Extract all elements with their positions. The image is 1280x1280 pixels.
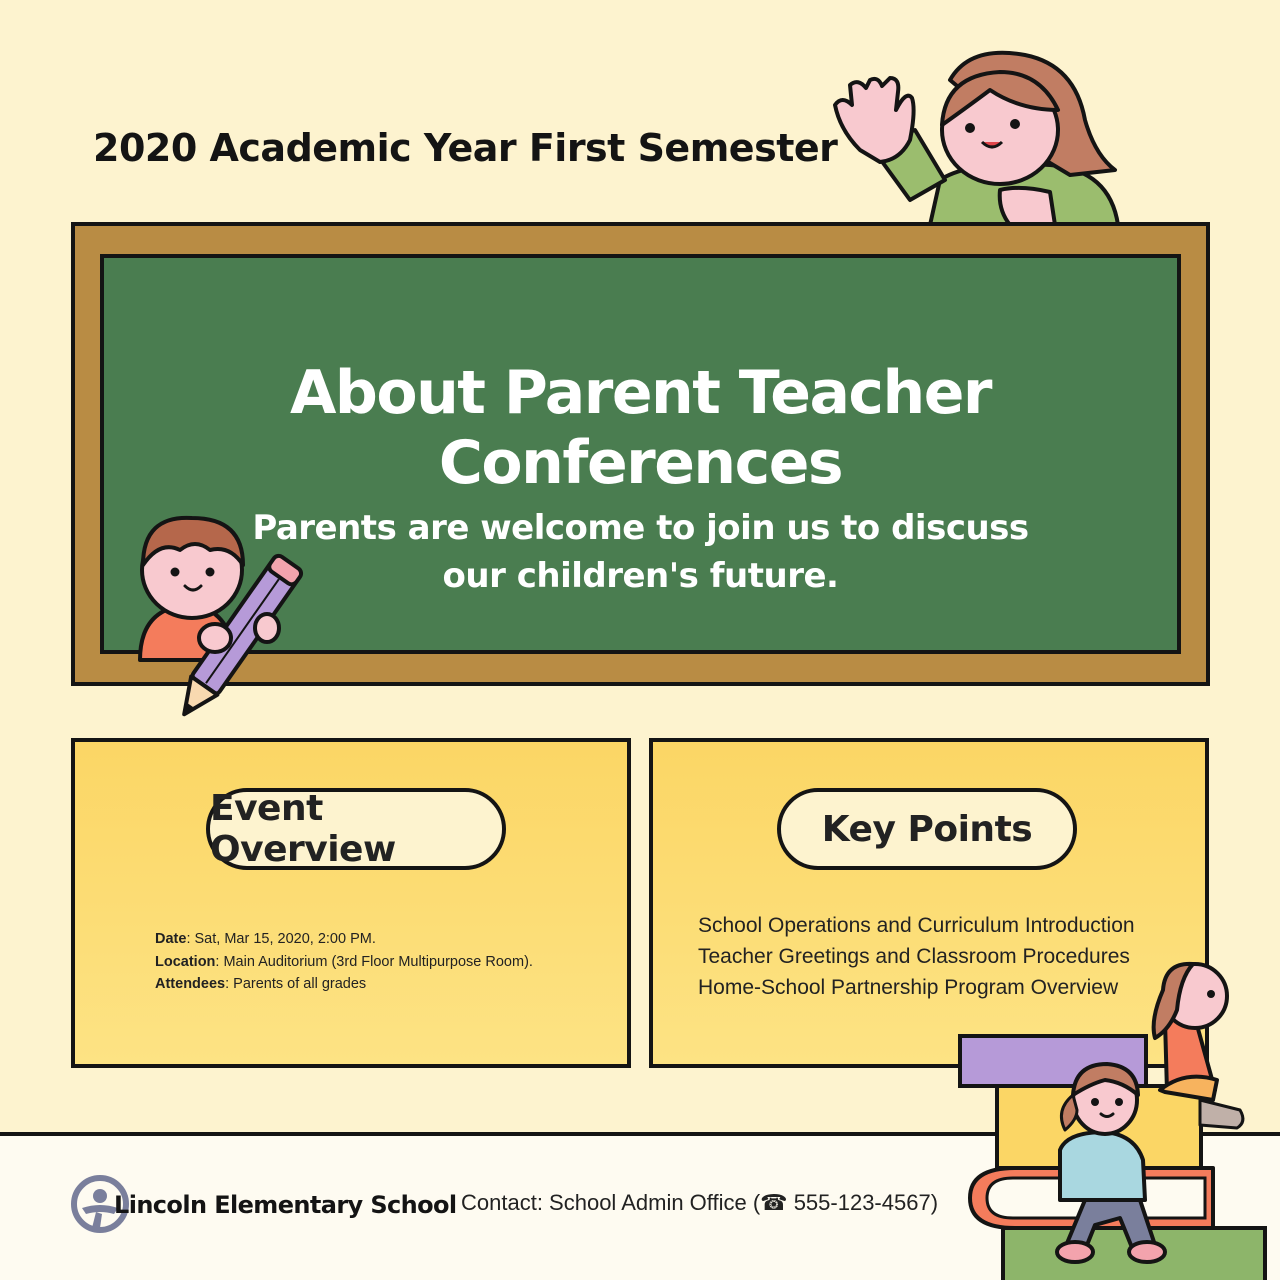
school-name: Lincoln Elementary School — [114, 1191, 457, 1219]
attendees-value: : Parents of all grades — [225, 976, 367, 992]
event-details — [155, 928, 533, 996]
board-subtitle-line-1: Parents are welcome to join us to discuss — [252, 508, 1029, 548]
boy-with-pencil-illustration — [135, 510, 310, 730]
key-point-item: School Operations and Curriculum Introduction — [698, 914, 1135, 937]
event-attendees-row — [155, 973, 533, 996]
teacher-waving-illustration — [820, 50, 1130, 230]
board-subtitle-line-2: our children's future. — [442, 556, 839, 596]
kids-on-books-illustration — [955, 960, 1275, 1280]
location-label: Location — [155, 953, 216, 970]
event-location-row — [155, 951, 533, 974]
attendees-label: Attendees — [155, 976, 226, 992]
key-point-item: Home-School Partnership Program Overview — [698, 976, 1119, 999]
key-point-item: Teacher Greetings and Classroom Procedures — [698, 945, 1130, 968]
event-overview-card — [71, 738, 631, 1068]
location-value: : Main Auditorium (3rd Floor Multipurpose Room). — [215, 953, 533, 970]
semester-title: 2020 Academic Year First Semester — [93, 126, 838, 170]
contact-info: Contact: School Admin Office (☎ 555-123-4567) — [461, 1190, 939, 1215]
event-date-row — [155, 928, 533, 951]
date-label: Date — [155, 931, 187, 947]
page-title: About Parent Teacher Conferences — [289, 358, 991, 498]
date-value: : Sat, Mar 15, 2020, 2:00 PM. — [186, 931, 376, 947]
key-points-heading: Key Points — [777, 788, 1077, 870]
event-overview-heading: Event Overview — [206, 788, 506, 870]
